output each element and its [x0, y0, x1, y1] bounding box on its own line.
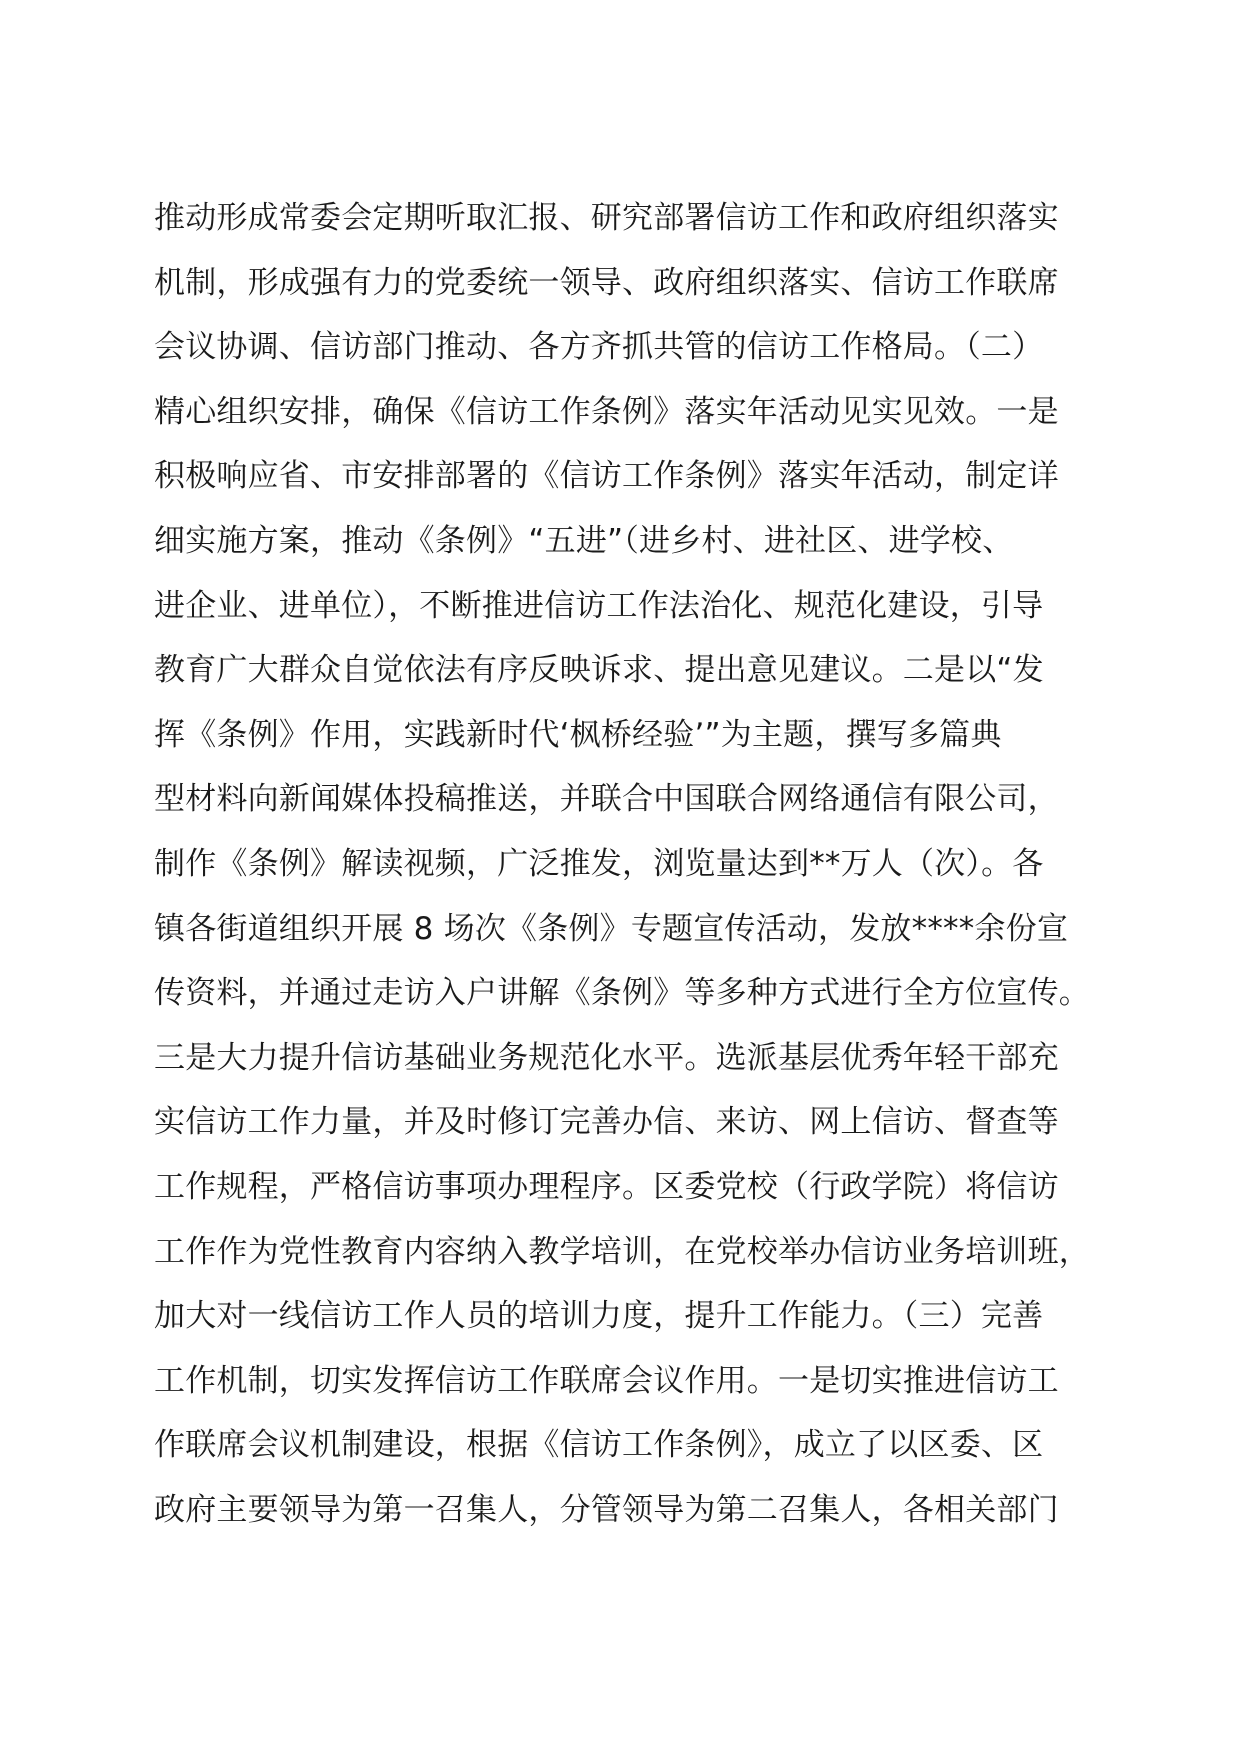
text-line: 推动形成常委会定期听取汇报、研究部署信访工作和政府组织落实: [154, 200, 1059, 236]
text-line: 教育广大群众自觉依法有序反映诉求、提出意见建议。二是以“发: [154, 652, 1044, 689]
text-line: 加大对一线信访工作人员的培训力度，提升工作能力。（三）完善: [154, 1298, 1044, 1335]
text-line: 工作作为党性教育内容纳入教学培训，在党校举办信访业务培训班，: [154, 1233, 1090, 1270]
text-line: 型材料向新闻媒体投稿推送，并联合中国联合网络通信有限公司，: [154, 781, 1059, 818]
text-line: 精心组织安排，确保《信访工作条例》落实年活动见实见效。一是: [154, 393, 1059, 430]
text-line: 实信访工作力量，并及时修订完善办信、来访、网上信访、督查等: [154, 1104, 1059, 1141]
text-line: 三是大力提升信访基础业务规范化水平。选派基层优秀年轻干部充: [154, 1039, 1059, 1076]
text-line: 作联席会议机制建设，根据《信访工作条例》，成立了以区委、区: [154, 1427, 1044, 1464]
text-line: 会议协调、信访部门推动、各方齐抓共管的信访工作格局。（二）: [154, 329, 1044, 366]
text-line: 传资料，并通过走访入户讲解《条例》等多种方式进行全方位宣传。: [154, 975, 1090, 1012]
text-line: 工作机制，切实发挥信访工作联席会议作用。一是切实推进信访工: [154, 1362, 1059, 1399]
text-line: 积极响应省、市安排部署的《信访工作条例》落实年活动，制定详: [154, 458, 1059, 495]
text-line: 制作《条例》解读视频，广泛推发，浏览量达到**万人（次）。各: [154, 845, 1044, 882]
body-paragraph: [154, 186, 1094, 1542]
text-line: 镇各街道组织开展 8 场次《条例》专题宣传活动，发放****余份宣: [154, 910, 1069, 947]
text-line: 挥《条例》作用，实践新时代‘枫桥经验’”为主题，撰写多篇典: [154, 716, 1002, 753]
text-line: 细实施方案，推动《条例》“五进”（进乡村、进社区、进学校、: [154, 522, 1014, 559]
text-line: 政府主要领导为第一召集人，分管领导为第二召集人，各相关部门: [154, 1491, 1059, 1528]
text-line: 机制，形成强有力的党委统一领导、政府组织落实、信访工作联席: [154, 264, 1059, 301]
text-line: 工作规程，严格信访事项办理程序。区委党校（行政学院）将信访: [154, 1168, 1059, 1205]
text-line: 进企业、进单位），不断推进信访工作法治化、规范化建设，引导: [154, 587, 1044, 624]
